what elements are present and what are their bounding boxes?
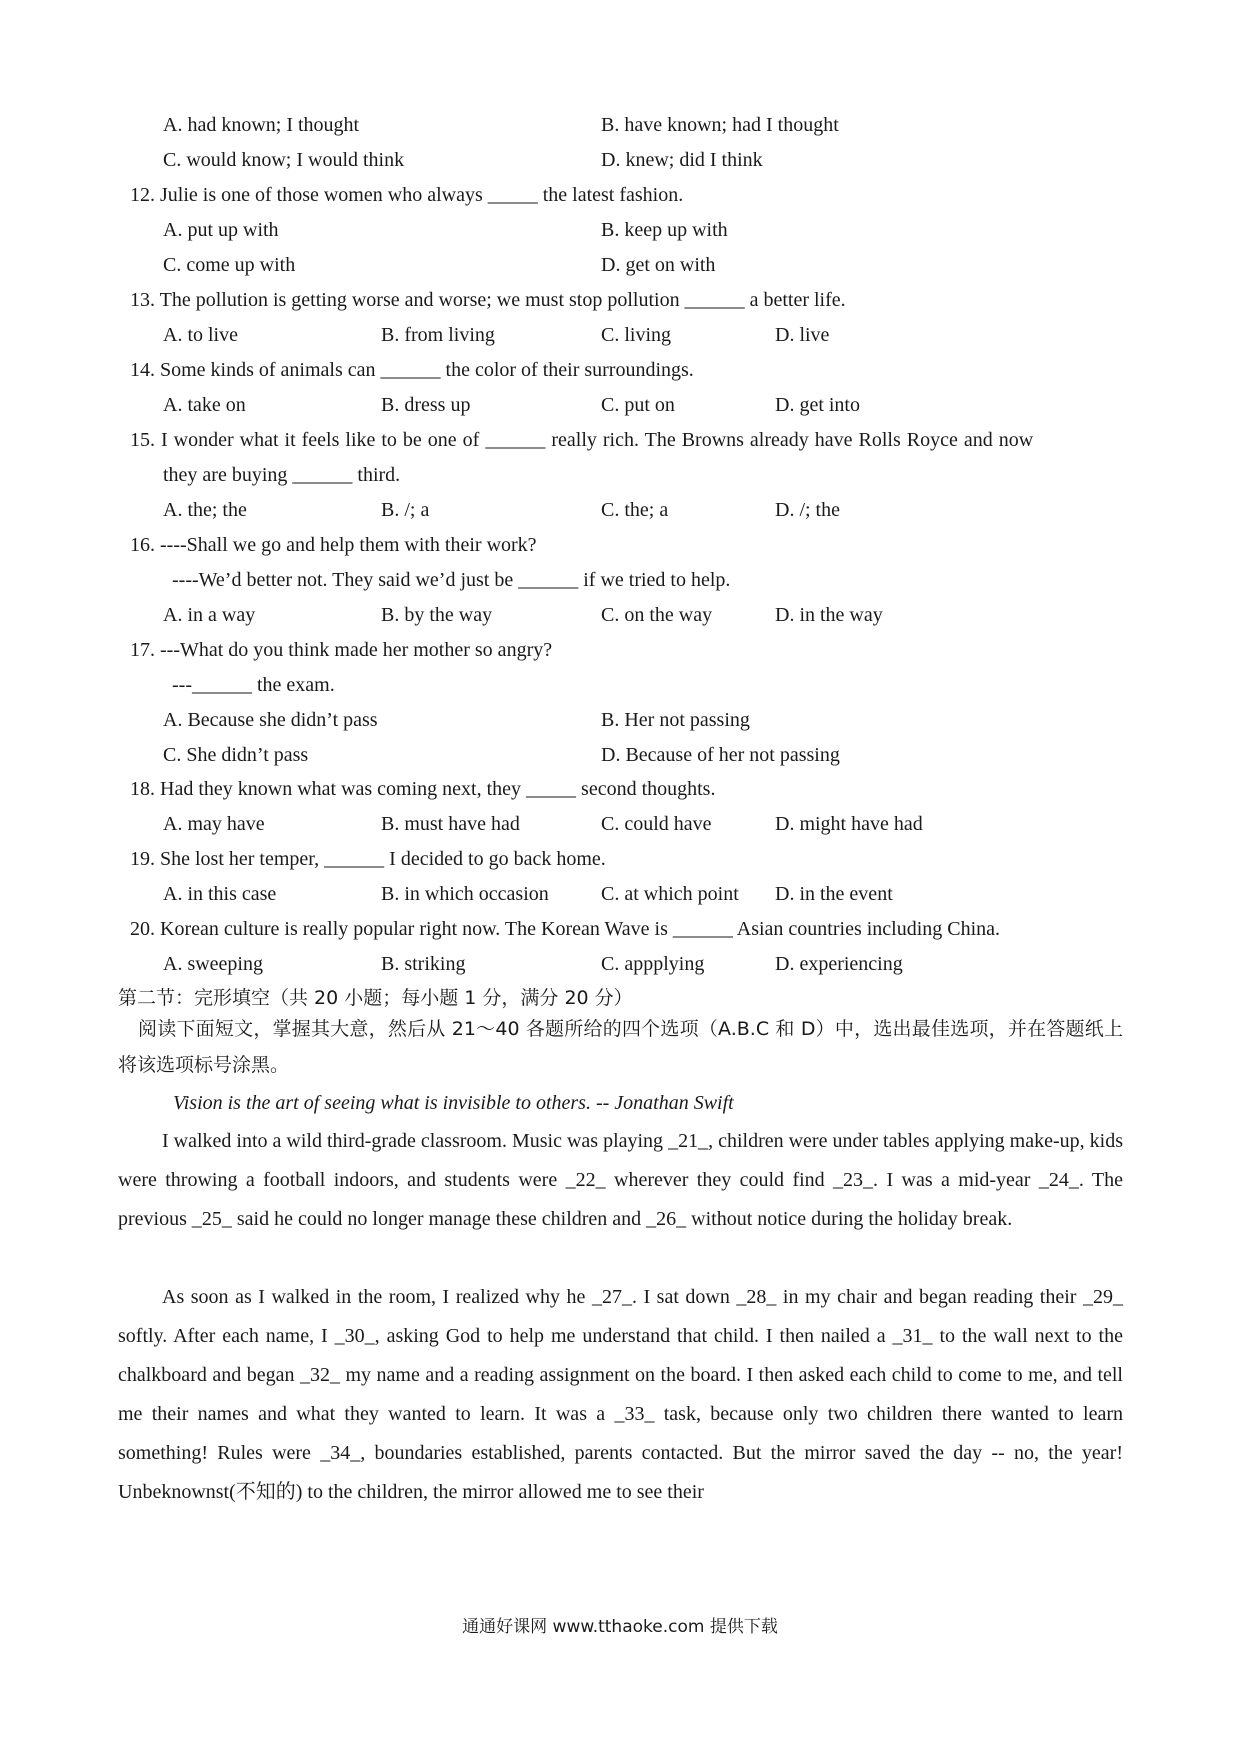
q18-option-a: A. may have xyxy=(163,813,265,835)
passage-paragraph-2: As soon as I walked in the room, I realized why he _27_. I sat down _28_ in my chair and began reading their _29_ softly. After each name, I _30_, asking God to help me understand that child. I then nailed a _31_ to the wall next to the chalkboard and began _32_ my name and a reading assignment on the board. I then asked each child to come to me, and tell me their names and what they wanted to learn. It was a _33_ task, because only two children there wanted to learn something! Rules were _34_, boundaries established, parents contacted. But the mirror saved the day -- no, the year! Unbeknownst(不知的) to the children, the mirror allowed me to see their xyxy=(118,1286,1123,1503)
q17-option-b: B. Her not passing xyxy=(601,709,750,731)
q17-option-a: A. Because she didn’t pass xyxy=(163,709,378,731)
q11-option-a: A. had known; I thought xyxy=(163,114,360,136)
q19-option-c: C. at which point xyxy=(601,883,739,905)
passage-quote: Vision is the art of seeing what is invisible to others. -- Jonathan Swift xyxy=(173,1092,734,1114)
q15-stem: 15. I wonder what it feels like to be one of ______ really rich. The Browns already have Rolls Royce and now xyxy=(130,429,1034,451)
q16-option-a: A. in a way xyxy=(163,604,256,626)
q15-option-a: A. the; the xyxy=(163,499,247,521)
q17-stem: 17. ---What do you think made her mother so angry? xyxy=(130,639,553,661)
q17-option-c: C. She didn’t pass xyxy=(163,744,309,766)
q15-option-c: C. the; a xyxy=(601,499,669,521)
q12-option-c: C. come up with xyxy=(163,254,296,276)
q14-option-d: D. get into xyxy=(775,394,860,416)
q14-option-b: B. dress up xyxy=(381,394,471,416)
q15-option-b: B. /; a xyxy=(381,499,430,521)
q20-option-d: D. experiencing xyxy=(775,953,903,975)
q13-option-d: D. live xyxy=(775,324,830,346)
q13-option-a: A. to live xyxy=(163,324,238,346)
q12-stem: 12. Julie is one of those women who always _____ the latest fashion. xyxy=(130,184,684,206)
section2-instruction: 阅读下面短文，掌握其大意，然后从 21～40 各题所给的四个选项（A.B.C 和 D）中，选出最佳选项，并在答题纸上将该选项标号涂黑。 xyxy=(118,1018,1123,1076)
q19-option-b: B. in which occasion xyxy=(381,883,549,905)
q12-option-a: A. put up with xyxy=(163,219,279,241)
section2-heading: 第二节：完形填空（共 20 小题；每小题 1 分，满分 20 分） xyxy=(118,987,633,1009)
q18-option-b: B. must have had xyxy=(381,813,520,835)
q15-option-d: D. /; the xyxy=(775,499,840,521)
q16-stem-cont: ----We’d better not. They said we’d just be ______ if we tried to help. xyxy=(172,569,731,591)
q16-option-d: D. in the way xyxy=(775,604,883,626)
q19-stem: 19. She lost her temper, ______ I decided to go back home. xyxy=(130,848,606,870)
q13-stem: 13. The pollution is getting worse and worse; we must stop pollution ______ a better life. xyxy=(130,289,846,311)
q17-stem-cont: ---______ the exam. xyxy=(172,674,335,696)
q16-option-c: C. on the way xyxy=(601,604,713,626)
q13-option-b: B. from living xyxy=(381,324,495,346)
q20-option-b: B. striking xyxy=(381,953,466,975)
q11-option-d: D. knew; did I think xyxy=(601,149,763,171)
q11-option-b: B. have known; had I thought xyxy=(601,114,839,136)
q16-stem: 16. ----Shall we go and help them with their work? xyxy=(130,534,537,556)
q14-stem: 14. Some kinds of animals can ______ the color of their surroundings. xyxy=(130,359,694,381)
q19-option-d: D. in the event xyxy=(775,883,893,905)
q19-option-a: A. in this case xyxy=(163,883,277,905)
q17-option-d: D. Because of her not passing xyxy=(601,744,840,766)
q18-option-d: D. might have had xyxy=(775,813,923,835)
q12-option-d: D. get on with xyxy=(601,254,716,276)
q20-option-a: A. sweeping xyxy=(163,953,263,975)
q15-stem-cont: they are buying ______ third. xyxy=(163,464,401,486)
q20-stem: 20. Korean culture is really popular right now. The Korean Wave is ______ Asian countries including China. xyxy=(130,918,1001,940)
q18-option-c: C. could have xyxy=(601,813,712,835)
q13-option-c: C. living xyxy=(601,324,672,346)
q12-option-b: B. keep up with xyxy=(601,219,728,241)
passage-paragraph-1: I walked into a wild third-grade classroom. Music was playing _21_, children were under tables applying make-up, kids were throwing a football indoors, and students were _22_ wherever they could find _23_. I was a mid-year _24_. The previous _25_ said he could no longer manage these children and _26_ without notice during the holiday break. xyxy=(118,1130,1123,1230)
q14-option-c: C. put on xyxy=(601,394,675,416)
q20-option-c: C. appplying xyxy=(601,953,705,975)
footer-watermark: 通通好课网 www.tthaoke.com 提供下载 xyxy=(462,1617,778,1637)
q18-stem: 18. Had they known what was coming next, they _____ second thoughts. xyxy=(130,778,716,800)
q14-option-a: A. take on xyxy=(163,394,246,416)
q11-option-c: C. would know; I would think xyxy=(163,149,405,171)
q16-option-b: B. by the way xyxy=(381,604,493,626)
